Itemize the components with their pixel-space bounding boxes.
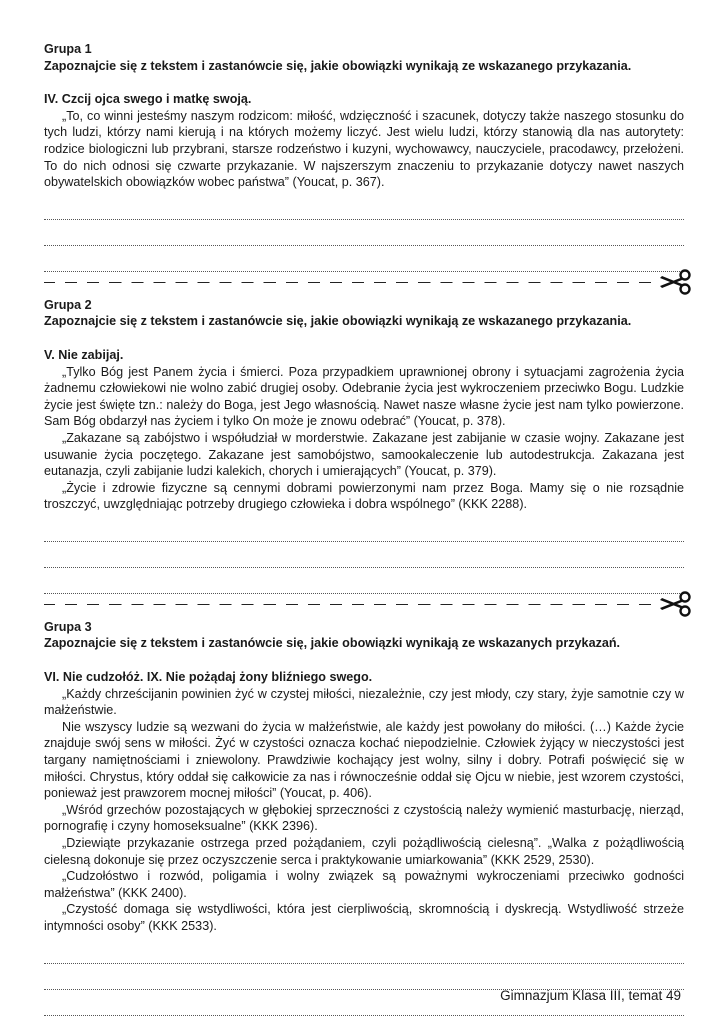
dashed-cut-line	[44, 282, 652, 283]
group-2-heading: V. Nie zabijaj.	[44, 347, 124, 362]
group-3-paragraph: „Każdy chrześcijanin powinien żyć w czystej miłości, niezależnie, czy jest młody, czy stary, żyje samotnie czy w małżeństwie.	[44, 686, 684, 718]
group-3-paragraph: „Czystość domaga się wstydliwości, która jest cierpliwością, skromnością i dyskrecją. Wstydliwość strzeże intymności osoby” (KKK 2533).	[44, 902, 684, 933]
answer-line[interactable]	[44, 220, 684, 246]
answer-line[interactable]	[44, 542, 684, 568]
answer-line[interactable]	[44, 938, 684, 964]
scissors-icon	[656, 591, 692, 617]
group-1-instruction: Zapoznajcie się z tekstem i zastanówcie się, jakie obowiązki wynikają ze wskazanego przykazania.	[44, 58, 632, 73]
group-3-paragraph: „Dziewiąte przykazanie ostrzega przed pożądaniem, czyli pożądliwością cielesną”. „Walka z pożądliwością cielesną dokonuje się przez oczyszczenie serca i praktykowanie umiarkowania” (KKK 2529, 2530).	[44, 836, 684, 867]
group-3-title: Grupa 3	[44, 619, 92, 634]
group-1-title: Grupa 1	[44, 42, 92, 56]
group-1-section	[44, 41, 684, 272]
worksheet-page	[44, 41, 684, 1016]
answer-line[interactable]	[44, 964, 684, 990]
group-3-paragraph: „Cudzołóstwo i rozwód, poligamia i wolny związek są poważnymi wykroczeniami przeciwko godności małżeństwa” (KKK 2400).	[44, 869, 684, 900]
group-2-answer-lines[interactable]	[44, 516, 684, 594]
group-2-paragraph: „Zakazane są zabójstwo i współudział w morderstwie. Zakazane jest zabijanie w czasie wojny. Zakazane jest usuwanie życia poczętego. Zakazane jest samobójstwo, samookaleczenie lub autodestrukcja. Zakazana jest eutanazja, czyli zabijanie ludzi kalekich, chorych i umierających” (Youcat, p. 379).	[44, 430, 684, 479]
group-3-section	[44, 619, 684, 1016]
dashed-cut-line	[44, 604, 652, 605]
group-1-paragraph: „To, co winni jesteśmy naszym rodzicom: miłość, wdzięczność i szacunek, dotyczy także naszego stosunku do tych ludzi, którzy nami kierują i na których możemy liczyć. Jest wielu ludzi, którzy stanowią dla nas autorytety: rodzice biologiczni lub przybrani, starsze rodzeństwo i kuzyni, wychowawcy, nauczyciele, pracodawcy, przełożeni. To do nich odnosi się czwarte przykazanie. W najszerszym znaczeniu to przykazanie dotyczy nawet naszych obywatelskich obowiązków wobec państwa” (Youcat, p. 367).	[44, 108, 684, 190]
cut-line-2	[44, 594, 684, 616]
group-1-heading: IV. Czcij ojca swego i matkę swoją.	[44, 92, 252, 107]
cut-line-1	[44, 272, 684, 294]
group-2-instruction: Zapoznajcie się z tekstem i zastanówcie się, jakie obowiązki wynikają ze wskazanego przykazania.	[44, 314, 632, 329]
group-2-title: Grupa 2	[44, 297, 92, 312]
answer-line[interactable]	[44, 568, 684, 594]
scissors-icon	[656, 269, 692, 295]
answer-line[interactable]	[44, 194, 684, 220]
group-3-paragraph: Nie wszyscy ludzie są wezwani do życia w małżeństwie, ale każdy jest powołany do miłości. (…) Każde życie znajduje swój sens w miłości. Żyć w czystości oznacza kochać niepodzielnie. Człowiek żyjący w nieczystości jest targany namiętnościami i zniewolony. Prawdziwie kochający jest wolny, silny i dobry. Potrafi poświęcić się w miłości. Chrystus, który oddał się całkowicie za nas i równocześnie oddał się Ojcu w niebie, jest wzorem czystości, ponieważ jest prawzorem mocnej miłości” (Youcat, p. 406).	[44, 719, 684, 801]
group-2-paragraph: „Tylko Bóg jest Panem życia i śmierci. Poza przypadkiem uprawnionej obrony i sytuacjami zagrożenia życia żadnemu człowiekowi nie wolno zabić drugiej osoby. Odebranie życia jest wykroczeniem przeciwko Bogu. Ludzkie życie jest święte tzn.: należy do Boga, jest Jego własnością. Nawet nasze własne życie jest nam tylko powierzone. Sam Bóg obdarzył nas życiem i tylko On może je znowu odebrać” (Youcat, p. 378).	[44, 364, 684, 429]
group-2-section	[44, 297, 684, 594]
page-footer: Gimnazjum Klasa III, temat 49	[500, 988, 681, 1003]
group-2-paragraph: „Życie i zdrowie fizyczne są cennymi dobrami powierzonymi nam przez Boga. Mamy się o nie rozsądnie troszczyć, uwzględniając potrzeby drugiego człowieka i dobra wspólnego” (KKK 2288).	[44, 480, 684, 512]
answer-line[interactable]	[44, 246, 684, 272]
group-3-paragraph: „Wśród grzechów pozostających w głębokiej sprzeczności z czystością należy wymienić masturbację, nierząd, pornografię i czyny homoseksualne” (KKK 2396).	[44, 802, 684, 834]
group-3-heading: VI. Nie cudzołóż. IX. Nie pożądaj żony bliźniego swego.	[44, 670, 373, 685]
group-1-answer-lines[interactable]	[44, 194, 684, 272]
answer-line[interactable]	[44, 516, 684, 542]
group-3-instruction: Zapoznajcie się z tekstem i zastanówcie się, jakie obowiązki wynikają ze wskazanych przykazań.	[44, 636, 621, 651]
